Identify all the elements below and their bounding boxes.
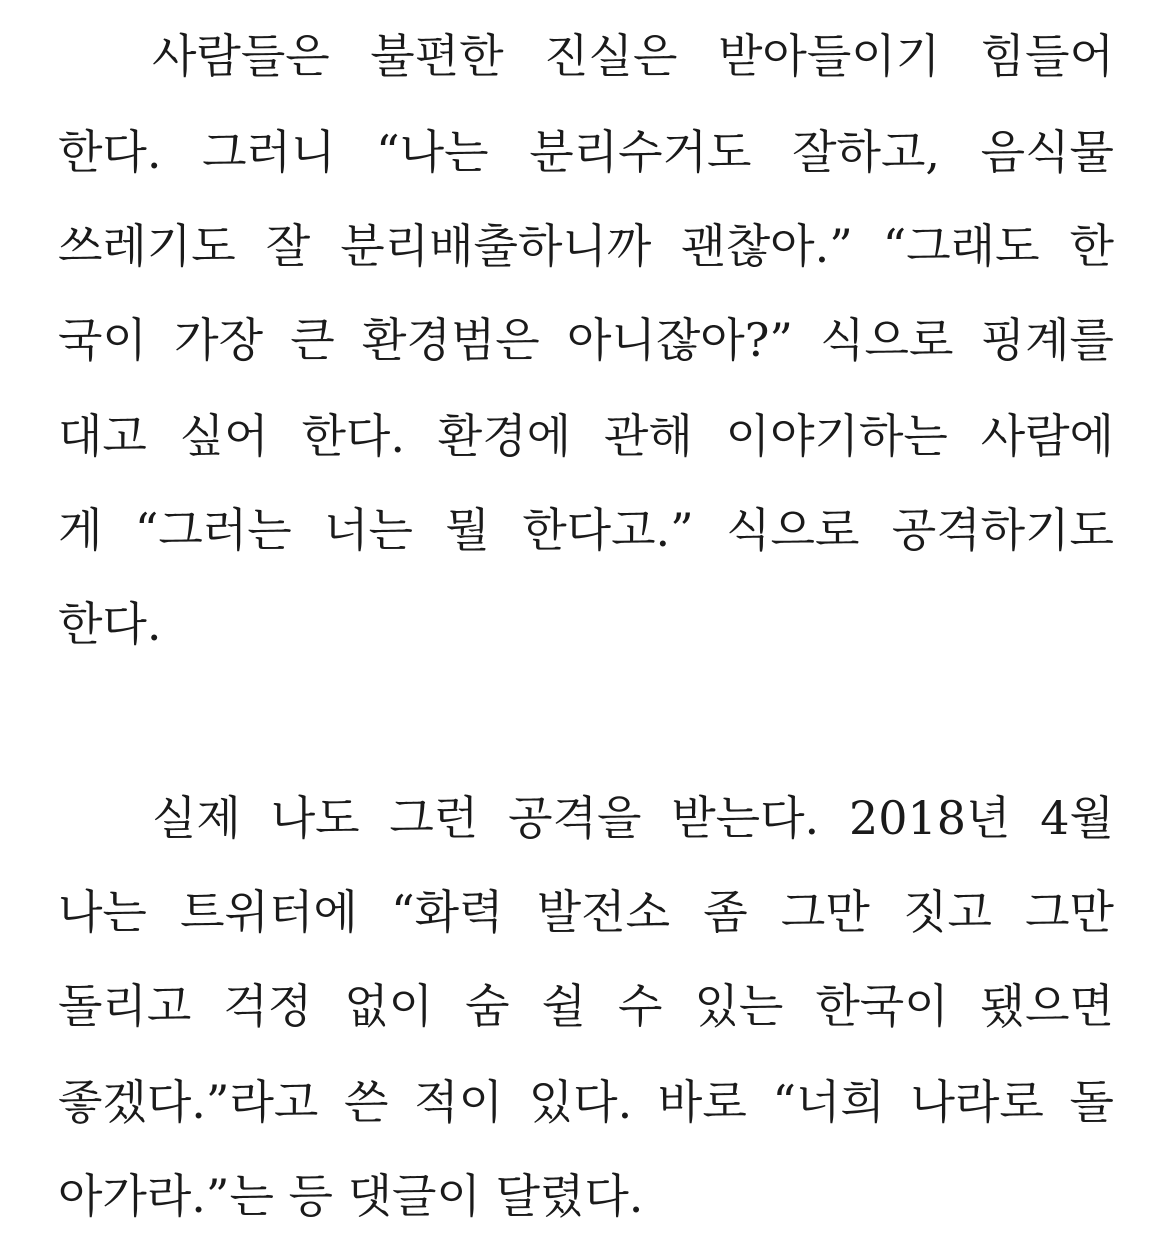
- paragraph-line: 사람들은 불편한 진실은 받아들이기 힘들어: [152, 29, 1114, 83]
- paragraph-line: 게 “그러는 너는 뭘 한다고.” 식으로 공격하기도: [58, 503, 1114, 557]
- paragraph-line: 아가라.”는 등 댓글이 달렸다.: [58, 1169, 644, 1223]
- paragraph-line: 실제 나도 그런 공격을 받는다. 2018년 4월: [152, 791, 1114, 845]
- paragraph-line: 한다. 그러니 “나는 분리수거도 잘하고, 음식물: [58, 125, 1114, 179]
- paragraph-line: 대고 싶어 한다. 환경에 관해 이야기하는 사람에: [58, 409, 1114, 463]
- paragraph-line: 좋겠다.”라고 쓴 적이 있다. 바로 “너희 나라로 돌: [58, 1075, 1114, 1129]
- paragraph-line: 쓰레기도 잘 분리배출하니까 괜찮아.” “그래도 한: [58, 219, 1114, 273]
- paragraph-line: 나는 트위터에 “화력 발전소 좀 그만 짓고 그만: [58, 885, 1114, 939]
- paragraph-line: 한다.: [58, 597, 162, 651]
- paragraph-line: 국이 가장 큰 환경범은 아니잖아?” 식으로 핑계를: [58, 313, 1114, 367]
- paragraph-line: 돌리고 걱정 없이 숨 쉴 수 있는 한국이 됐으면: [58, 979, 1114, 1033]
